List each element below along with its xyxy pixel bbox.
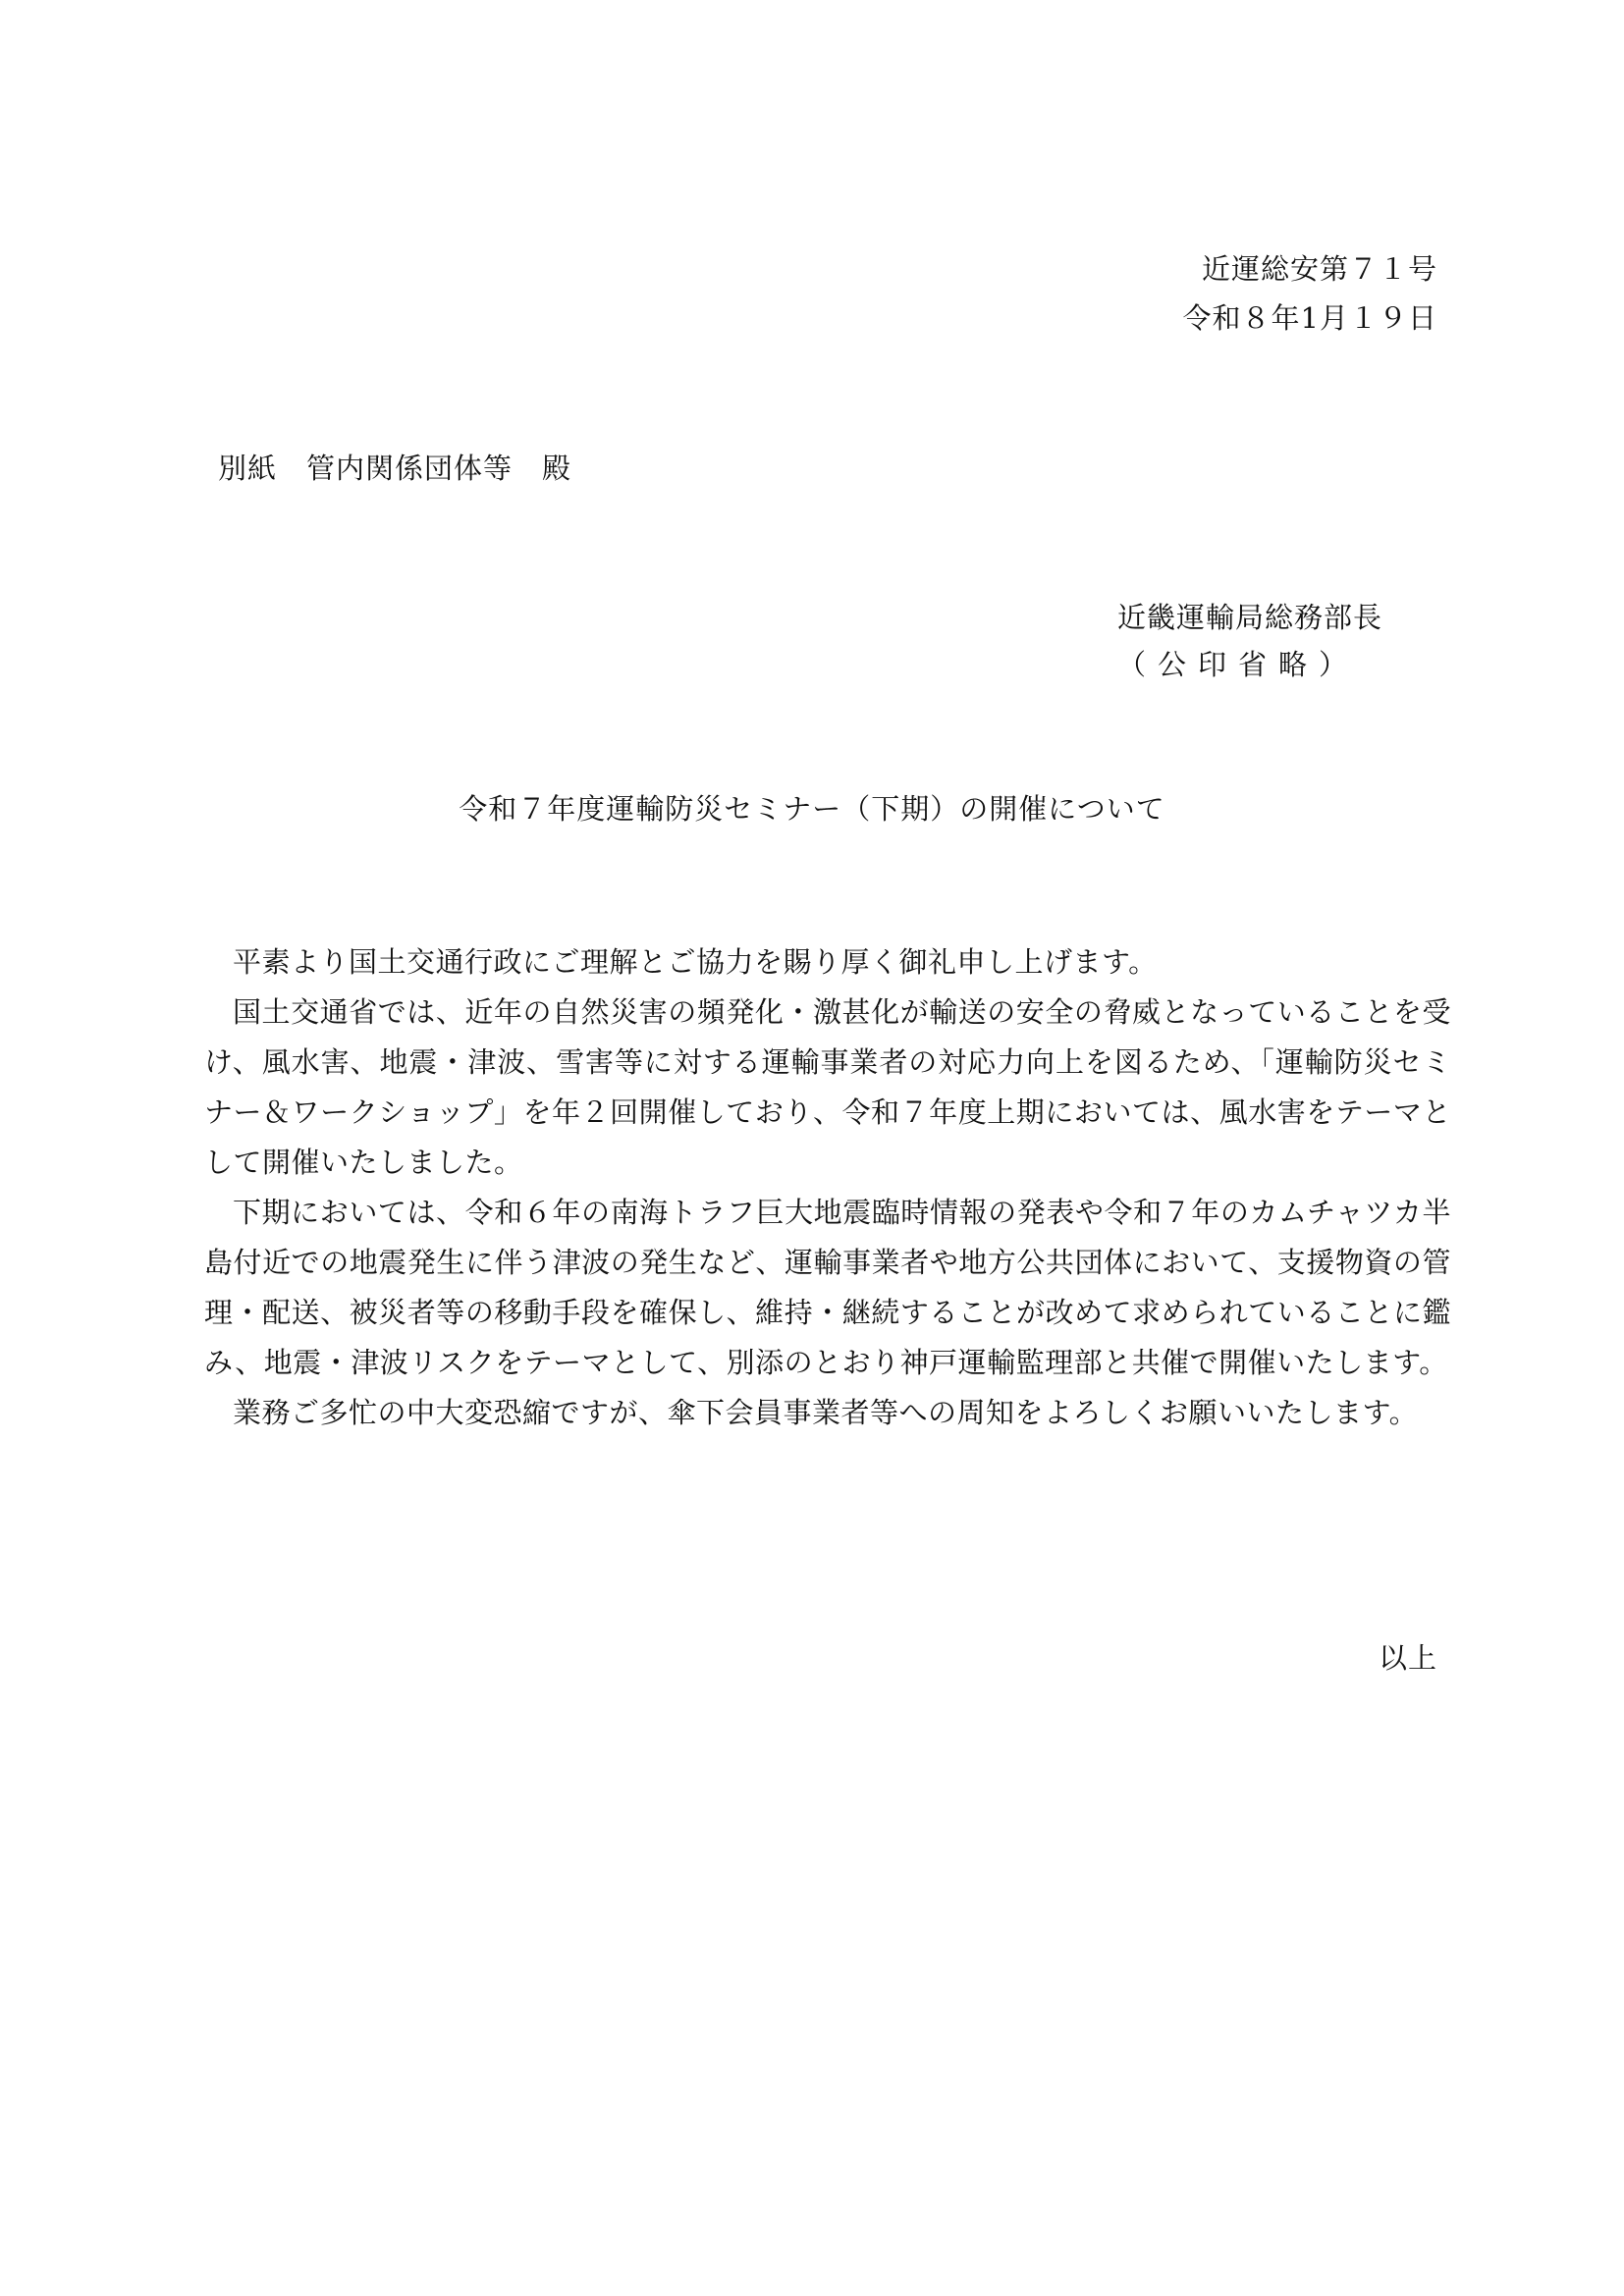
sender-title: 近畿運輸局総務部長 <box>1116 601 1382 634</box>
seal-omitted-note: （公印省略） <box>1116 648 1359 681</box>
document-date: 令和８年1月１９日 <box>1182 301 1437 335</box>
body-paragraph: 平素より国土交通行政にご理解とご協力を賜り厚く御礼申し上げます。 <box>233 945 1158 979</box>
body-paragraph: 国土交通省では、近年の自然災害の頻発化・激甚化が輸送の安全の脅威となっていることを受け、風水害、地震・津波、雪害等に対する運輸事業者の対応力向上を図るため、「運輸防災セミナー＆ワークショップ」を年２回開催しており、令和７年度上期においては、風水害をテーマとして開催いたしました。 <box>204 995 1451 1179</box>
body-paragraph: 業務ご多忙の中大変恐縮ですが、傘下会員事業者等への周知をよろしくお願いいたします。 <box>233 1396 1419 1429</box>
body-paragraph: 下期においては、令和６年の南海トラフ巨大地震臨時情報の発表や令和７年のカムチャツカ半島付近での地震発生に伴う津波の発生など、運輸事業者や地方公共団体において、支援物資の管理・配送、被災者等の移動手段を確保し、維持・継続することが改めて求められていることに鑑み、地震・津波リスクをテーマとして、別添のとおり神戸運輸監理部と共催で開催いたします。 <box>204 1196 1451 1379</box>
document-subject: 令和７年度運輸防災セミナー（下期）の開催について <box>459 792 1165 826</box>
recipient: 別紙 管内関係団体等 殿 <box>218 452 572 485</box>
closing-mark: 以上 <box>1378 1641 1437 1675</box>
document-body <box>204 937 1451 1438</box>
document-number: 近運総安第７１号 <box>1201 252 1437 286</box>
